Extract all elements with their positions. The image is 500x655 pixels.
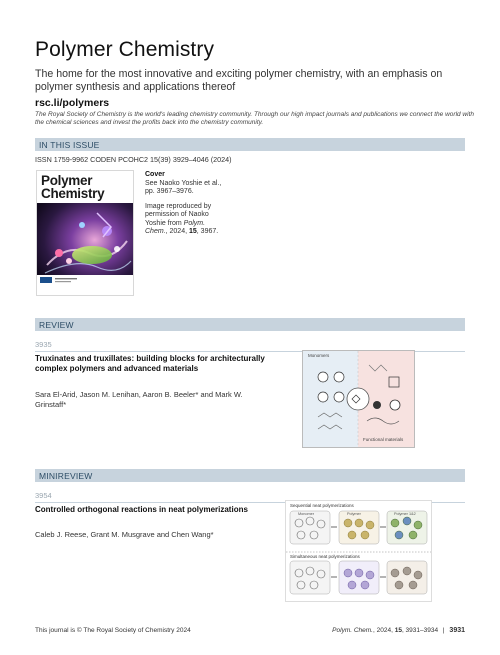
cover-title-line2: Chemistry — [41, 185, 105, 201]
footer-journal-abbrev: Polym. Chem. — [332, 627, 373, 634]
cover-volume: 15 — [189, 228, 197, 235]
journal-subtitle: The home for the most innovative and exciting polymer chemistry, with an emphasis on polymer synthesis and applications thereof — [35, 68, 443, 93]
journal-url-link[interactable]: rsc.li/polymers — [35, 97, 110, 109]
minireview-label-polymer: Polymer — [347, 512, 361, 516]
in-this-issue-bar — [35, 138, 465, 151]
cover-year: , 2024, — [165, 228, 188, 235]
footer-copyright: This journal is © The Royal Society of Chemistry 2024 — [35, 627, 191, 634]
journal-title: Polymer Chemistry — [35, 38, 215, 61]
cover-label: Cover — [145, 171, 165, 178]
cover-image[interactable] — [36, 170, 134, 296]
minireview-authors: Caleb J. Reese, Grant M. Musgrave and Chen Wang* — [35, 530, 214, 539]
footer-separator: | — [442, 627, 445, 634]
footer-page-number: 3931 — [449, 627, 465, 634]
cover-journal-abbrev: Polym. Chem. — [145, 219, 206, 235]
minireview-abstract-label-bottom: Simultaneous neat polymerizations — [290, 554, 360, 559]
review-bar — [35, 318, 465, 331]
minireview-article-title[interactable]: Controlled orthogonal reactions in neat polymerizations — [35, 505, 248, 514]
cover-title-line1: Polymer — [41, 173, 93, 188]
review-article-title[interactable]: Truxinates and truxillates: building blocks for architecturally complex polymers and advanced materials — [35, 354, 265, 373]
cover-see-line1: See Naoko Yoshie et al., — [145, 179, 222, 187]
minireview-abstract-label-top: Sequential neat polymerizations — [290, 503, 354, 508]
review-abstract-label-bottom: Functional materials — [363, 437, 404, 442]
cover-page: , 3967. — [196, 228, 219, 235]
cover-artwork — [37, 203, 133, 285]
cover-caption — [145, 171, 227, 237]
footer-volume: 15 — [394, 627, 402, 634]
cover-title — [41, 175, 104, 200]
review-graphical-abstract[interactable] — [302, 350, 415, 448]
cover-reproduced — [145, 203, 227, 237]
review-authors: Sara El-Arid, Jason M. Lenihan, Aaron B. Beeler* and Mark W. Grinstaff* — [35, 390, 243, 409]
review-abstract-label-top: Monomers — [308, 353, 330, 358]
review-heading: REVIEW — [39, 319, 74, 330]
minireview-abstract-art — [286, 501, 431, 601]
review-page-number: 3935 — [35, 340, 52, 349]
in-this-issue-heading: IN THIS ISSUE — [39, 139, 100, 150]
cover-reproduced-text: Image reproduced by permission of Naoko Yoshie from — [145, 202, 212, 227]
minireview-graphical-abstract[interactable] — [285, 500, 432, 602]
minireview-bar — [35, 469, 465, 482]
footer-year: , 2024, — [373, 627, 393, 634]
footer-pages: , 3931–3934 — [401, 627, 439, 634]
minireview-label-monomer: Monomer — [298, 512, 315, 516]
issn-line: ISSN 1759-9962 CODEN PCOHC2 15(39) 3929–4046 (2024) — [35, 155, 232, 164]
review-abstract-art — [303, 351, 414, 447]
minireview-label-polymer-1-2: Polymer 1&2 — [394, 512, 416, 516]
minireview-heading: MINIREVIEW — [39, 470, 93, 481]
footer-citation — [270, 627, 465, 634]
rsc-blurb: The Royal Society of Chemistry is the world's leading chemistry community. Through our high impact journals and publications we connect the world with the chemical sciences and invest the profits back into the chemistry community. — [35, 111, 474, 126]
cover-see-line2: pp. 3967–3976. — [145, 188, 194, 195]
minireview-page-number: 3954 — [35, 491, 52, 500]
